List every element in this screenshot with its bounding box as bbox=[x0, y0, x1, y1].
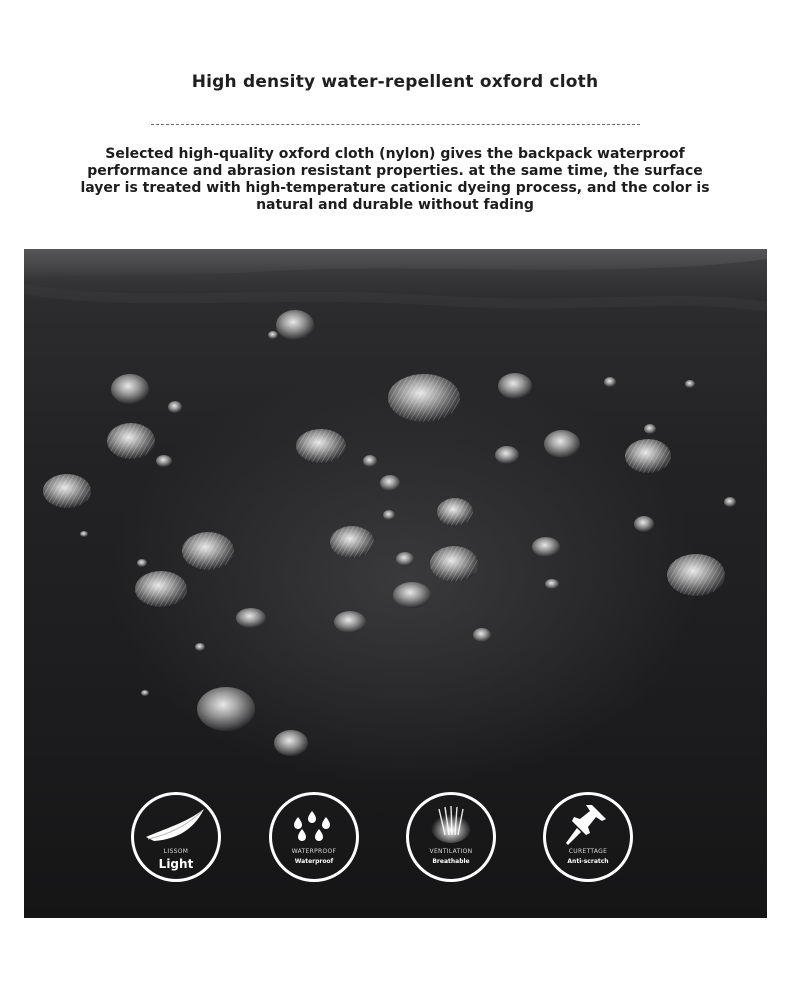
feature-label: Light bbox=[158, 857, 194, 871]
feature-badge-light bbox=[131, 792, 221, 882]
feature-caption: WATERPROOF bbox=[291, 848, 337, 855]
feature-caption: LISSOM bbox=[163, 848, 189, 855]
feature-caption: CURETTAGE bbox=[568, 848, 608, 855]
feature-badge-anti-scratch bbox=[543, 792, 633, 882]
fabric-photo bbox=[24, 249, 767, 918]
feature-label: Breathable bbox=[432, 858, 470, 865]
airflow-icon bbox=[409, 795, 493, 879]
pushpin-icon bbox=[546, 795, 630, 879]
droplet-group bbox=[43, 310, 736, 756]
feature-badge-waterproof bbox=[269, 792, 359, 882]
product-description: Selected high-quality oxford cloth (nylon) gives the backpack waterproof performance and abrasion resistant properties. at the same time, the surface layer is treated with high-temperature cationic dyeing process, and the color is natural and durable without fading bbox=[80, 146, 710, 213]
feature-badge-breathable bbox=[406, 792, 496, 882]
dashed-divider bbox=[151, 124, 640, 125]
page-title: High density water-repellent oxford cloth bbox=[191, 72, 599, 92]
feature-caption: VENTILATION bbox=[429, 848, 473, 855]
feature-label: Waterproof bbox=[294, 858, 334, 865]
feature-label: Anti-scratch bbox=[567, 858, 609, 865]
water-drops-icon bbox=[272, 795, 356, 879]
